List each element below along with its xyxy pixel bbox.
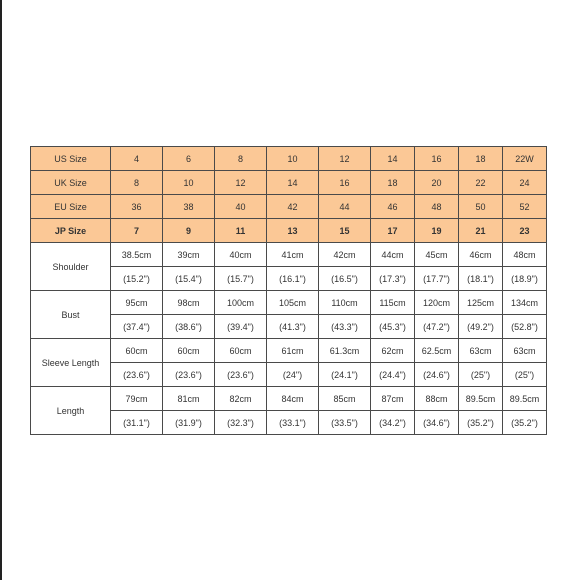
measurement-inch-cell: (17.3") <box>371 267 415 291</box>
size-cell: 17 <box>371 219 415 243</box>
measurement-cm-cell: 134cm <box>503 291 547 315</box>
size-cell: 16 <box>415 147 459 171</box>
measurement-inch-cell: (31.1") <box>111 411 163 435</box>
measurement-inch-cell: (25") <box>459 363 503 387</box>
measurement-inch-cell: (23.6") <box>215 363 267 387</box>
measurement-cm-cell: 100cm <box>215 291 267 315</box>
measurement-inch-cell: (24") <box>267 363 319 387</box>
measurement-cm-cell: 42cm <box>319 243 371 267</box>
measurement-cm-cell: 39cm <box>163 243 215 267</box>
measurement-inch-cell: (24.1") <box>319 363 371 387</box>
size-chart-body <box>31 147 547 435</box>
measurement-cm-cell: 40cm <box>215 243 267 267</box>
size-cell: 23 <box>503 219 547 243</box>
measurement-inch-cell: (24.4") <box>371 363 415 387</box>
measurement-cm-cell: 38.5cm <box>111 243 163 267</box>
size-cell: 18 <box>371 171 415 195</box>
measurement-cm-cell: 115cm <box>371 291 415 315</box>
measurement-cm-cell: 98cm <box>163 291 215 315</box>
measurement-inch-cell: (32.3") <box>215 411 267 435</box>
size-cell: 50 <box>459 195 503 219</box>
size-cell: 19 <box>415 219 459 243</box>
size-cell: 4 <box>111 147 163 171</box>
measurement-cm-cell: 63cm <box>459 339 503 363</box>
measurement-inch-cell: (23.6") <box>163 363 215 387</box>
measurement-cm-cell: 61cm <box>267 339 319 363</box>
measurement-inch-cell: (49.2") <box>459 315 503 339</box>
measurement-inch-cell: (47.2") <box>415 315 459 339</box>
measurement-cm-cell: 48cm <box>503 243 547 267</box>
size-cell: 13 <box>267 219 319 243</box>
size-row <box>31 171 547 195</box>
measurement-row-cm <box>31 243 547 267</box>
size-cell: 40 <box>215 195 267 219</box>
measurement-cm-cell: 60cm <box>215 339 267 363</box>
size-cell: 14 <box>371 147 415 171</box>
measurement-inch-cell: (17.7") <box>415 267 459 291</box>
size-cell: 36 <box>111 195 163 219</box>
size-cell: 44 <box>319 195 371 219</box>
measurement-inch-cell: (15.4") <box>163 267 215 291</box>
measurement-inch-cell: (31.9") <box>163 411 215 435</box>
size-chart-table <box>30 146 547 435</box>
size-row-label: JP Size <box>31 219 111 243</box>
measurement-cm-cell: 45cm <box>415 243 459 267</box>
size-row-label: EU Size <box>31 195 111 219</box>
measurement-cm-cell: 41cm <box>267 243 319 267</box>
measurement-cm-cell: 105cm <box>267 291 319 315</box>
size-cell: 10 <box>267 147 319 171</box>
size-cell: 12 <box>215 171 267 195</box>
size-cell: 42 <box>267 195 319 219</box>
measurement-cm-cell: 60cm <box>163 339 215 363</box>
measurement-cm-cell: 60cm <box>111 339 163 363</box>
measurement-inch-cell: (39.4") <box>215 315 267 339</box>
measurement-cm-cell: 85cm <box>319 387 371 411</box>
measurement-inch-cell: (33.1") <box>267 411 319 435</box>
size-cell: 24 <box>503 171 547 195</box>
measurement-cm-cell: 46cm <box>459 243 503 267</box>
measurement-label: Shoulder <box>31 243 111 291</box>
size-cell: 14 <box>267 171 319 195</box>
measurement-row-cm <box>31 291 547 315</box>
size-cell: 7 <box>111 219 163 243</box>
measurement-inch-cell: (18.9") <box>503 267 547 291</box>
measurement-cm-cell: 81cm <box>163 387 215 411</box>
size-cell: 16 <box>319 171 371 195</box>
measurement-inch-cell: (45.3") <box>371 315 415 339</box>
size-cell: 11 <box>215 219 267 243</box>
measurement-cm-cell: 44cm <box>371 243 415 267</box>
size-cell: 48 <box>415 195 459 219</box>
size-cell: 52 <box>503 195 547 219</box>
measurement-cm-cell: 125cm <box>459 291 503 315</box>
measurement-inch-cell: (16.5") <box>319 267 371 291</box>
measurement-inch-cell: (35.2") <box>459 411 503 435</box>
size-cell: 8 <box>111 171 163 195</box>
size-cell: 9 <box>163 219 215 243</box>
measurement-cm-cell: 79cm <box>111 387 163 411</box>
size-cell: 22W <box>503 147 547 171</box>
measurement-cm-cell: 84cm <box>267 387 319 411</box>
measurement-cm-cell: 89.5cm <box>503 387 547 411</box>
measurement-cm-cell: 82cm <box>215 387 267 411</box>
measurement-inch-cell: (38.6") <box>163 315 215 339</box>
measurement-inch-cell: (37.4") <box>111 315 163 339</box>
measurement-inch-cell: (33.5") <box>319 411 371 435</box>
measurement-inch-cell: (52.8") <box>503 315 547 339</box>
page-left-border <box>0 0 2 580</box>
measurement-inch-cell: (15.2") <box>111 267 163 291</box>
measurement-inch-cell: (43.3") <box>319 315 371 339</box>
size-cell: 8 <box>215 147 267 171</box>
size-cell: 18 <box>459 147 503 171</box>
measurement-cm-cell: 120cm <box>415 291 459 315</box>
measurement-inch-cell: (18.1") <box>459 267 503 291</box>
size-cell: 10 <box>163 171 215 195</box>
size-cell: 15 <box>319 219 371 243</box>
measurement-inch-cell: (25") <box>503 363 547 387</box>
size-cell: 38 <box>163 195 215 219</box>
measurement-cm-cell: 63cm <box>503 339 547 363</box>
size-row-label: UK Size <box>31 171 111 195</box>
measurement-inch-cell: (23.6") <box>111 363 163 387</box>
size-row <box>31 147 547 171</box>
size-cell: 20 <box>415 171 459 195</box>
measurement-cm-cell: 110cm <box>319 291 371 315</box>
size-row <box>31 195 547 219</box>
measurement-inch-cell: (41.3") <box>267 315 319 339</box>
measurement-inch-cell: (15.7") <box>215 267 267 291</box>
size-cell: 6 <box>163 147 215 171</box>
size-cell: 12 <box>319 147 371 171</box>
measurement-label: Bust <box>31 291 111 339</box>
measurement-inch-cell: (24.6") <box>415 363 459 387</box>
measurement-row-cm <box>31 339 547 363</box>
size-cell: 22 <box>459 171 503 195</box>
measurement-cm-cell: 89.5cm <box>459 387 503 411</box>
size-row <box>31 219 547 243</box>
measurement-inch-cell: (35.2") <box>503 411 547 435</box>
size-row-label: US Size <box>31 147 111 171</box>
measurement-cm-cell: 95cm <box>111 291 163 315</box>
size-cell: 46 <box>371 195 415 219</box>
measurement-cm-cell: 61.3cm <box>319 339 371 363</box>
measurement-cm-cell: 62.5cm <box>415 339 459 363</box>
measurement-inch-cell: (34.2") <box>371 411 415 435</box>
measurement-cm-cell: 62cm <box>371 339 415 363</box>
measurement-label: Length <box>31 387 111 435</box>
measurement-cm-cell: 87cm <box>371 387 415 411</box>
measurement-inch-cell: (16.1") <box>267 267 319 291</box>
size-cell: 21 <box>459 219 503 243</box>
measurement-inch-cell: (34.6") <box>415 411 459 435</box>
measurement-cm-cell: 88cm <box>415 387 459 411</box>
measurement-label: Sleeve Length <box>31 339 111 387</box>
measurement-row-cm <box>31 387 547 411</box>
